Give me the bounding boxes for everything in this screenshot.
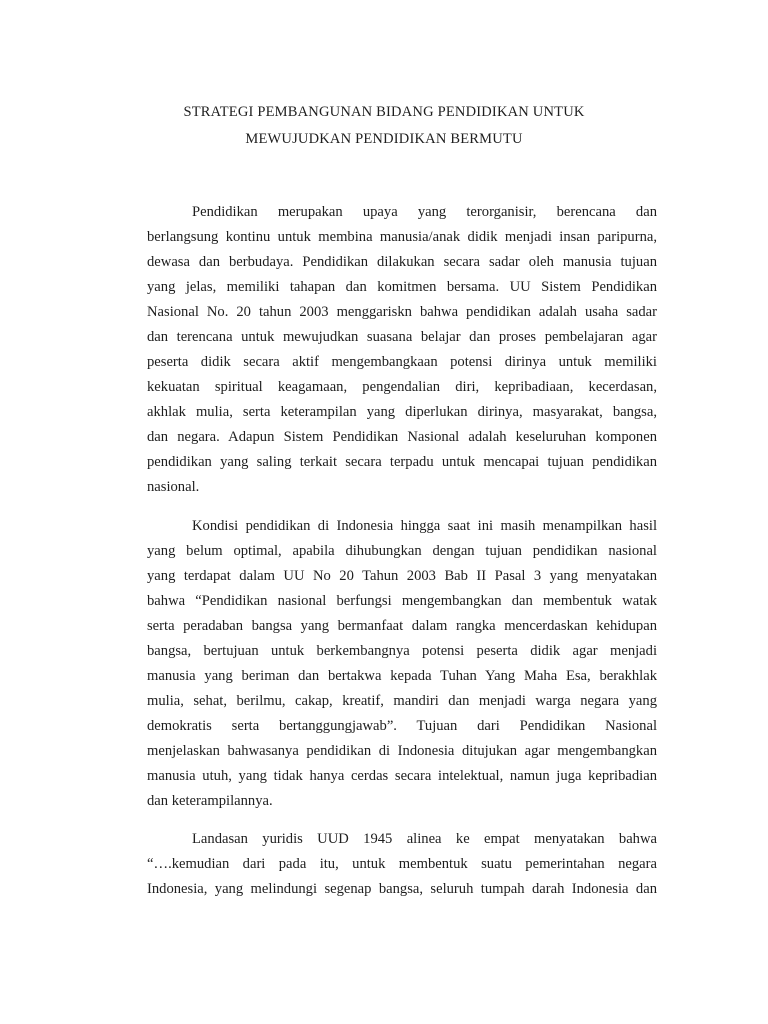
text-line: berlangsung kontinu untuk membina manusia/anak didik menjadi insan paripurna, bbox=[147, 229, 657, 245]
document-title-line-1: STRATEGI PEMBANGUNAN BIDANG PENDIDIKAN UNTUK bbox=[183, 104, 585, 120]
text-line: manusia yang beriman dan bertakwa kepada Tuhan Yang Maha Esa, berakhlak bbox=[147, 668, 657, 684]
document-title-line-2: MEWUJUDKAN PENDIDIKAN BERMUTU bbox=[245, 131, 523, 147]
text-line: peserta didik secara aktif mengembangkaan potensi dirinya untuk memiliki bbox=[147, 354, 657, 370]
text-line: bangsa, bertujuan untuk berkembangnya potensi peserta didik agar menjadi bbox=[147, 643, 657, 659]
text-line: Indonesia, yang melindungi segenap bangsa, seluruh tumpah darah Indonesia dan bbox=[147, 881, 657, 897]
text-line: Nasional No. 20 tahun 2003 menggariskn bahwa pendidikan adalah usaha sadar bbox=[147, 304, 657, 320]
text-line: serta peradaban bangsa yang bermanfaat dalam rangka mencerdaskan kehidupan bbox=[147, 618, 657, 634]
text-line: bahwa “Pendidikan nasional berfungsi mengembangkan dan membentuk watak bbox=[147, 593, 657, 609]
text-line: Kondisi pendidikan di Indonesia hingga saat ini masih menampilkan hasil bbox=[192, 518, 657, 534]
text-line: pendidikan yang saling terkait secara terpadu untuk mencapai tujuan pendidikan bbox=[147, 454, 657, 470]
text-line: Landasan yuridis UUD 1945 alinea ke empat menyatakan bahwa bbox=[192, 831, 657, 847]
text-line: demokratis serta bertanggungjawab”. Tujuan dari Pendidikan Nasional bbox=[147, 718, 657, 734]
text-line: yang belum optimal, apabila dihubungkan dengan tujuan pendidikan nasional bbox=[147, 543, 657, 559]
text-line: yang jelas, memiliki tahapan dan komitmen bersama. UU Sistem Pendidikan bbox=[147, 279, 657, 295]
text-line: manusia utuh, yang tidak hanya cerdas secara intelektual, namun juga kepribadian bbox=[147, 768, 657, 784]
text-line: dan negara. Adapun Sistem Pendidikan Nasional adalah keseluruhan komponen bbox=[147, 429, 657, 445]
text-line: kekuatan spiritual keagamaan, pengendalian diri, kepribadiaan, kecerdasan, bbox=[147, 379, 657, 395]
text-line: yang terdapat dalam UU No 20 Tahun 2003 Bab II Pasal 3 yang menyatakan bbox=[147, 568, 657, 584]
text-line: nasional. bbox=[147, 479, 200, 495]
text-line: akhlak mulia, serta keterampilan yang diperlukan dirinya, masyarakat, bangsa, bbox=[147, 404, 657, 420]
text-line: dan terencana untuk mewujudkan suasana belajar dan proses pembelajaran agar bbox=[147, 329, 657, 345]
text-line: dan keterampilannya. bbox=[147, 793, 273, 809]
text-line: Pendidikan merupakan upaya yang terorganisir, berencana dan bbox=[192, 204, 657, 220]
text-line: dewasa dan berbudaya. Pendidikan dilakukan secara sadar oleh manusia tujuan bbox=[147, 254, 657, 270]
text-line: menjelaskan bahwasanya pendidikan di Indonesia ditujukan agar mengembangkan bbox=[147, 743, 657, 759]
text-line: “….kemudian dari pada itu, untuk membentuk suatu pemerintahan negara bbox=[147, 856, 657, 872]
text-line: mulia, sehat, berilmu, cakap, kreatif, mandiri dan menjadi warga negara yang bbox=[147, 693, 657, 709]
